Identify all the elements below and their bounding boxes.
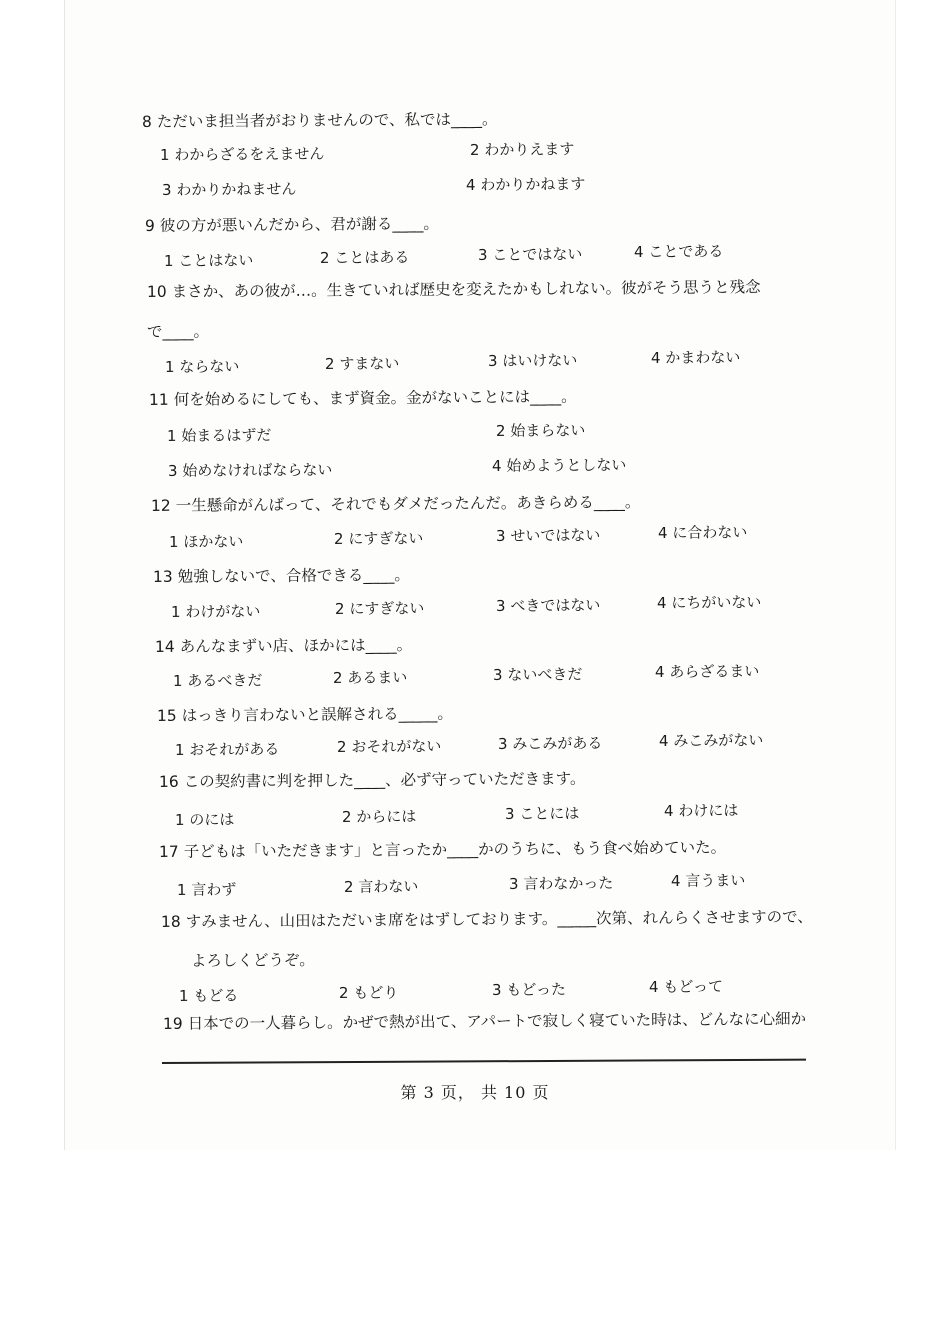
question-10-option-3: 3 はいけない — [487, 351, 578, 370]
question-12-option-1: 1 ほかない — [168, 532, 244, 551]
question-14-option-1: 1 あるべきだ — [172, 671, 263, 690]
question-11-option-4: 4 始めようとしない — [491, 455, 627, 475]
question-13-stem: 13 勉強しないで、合格できる____。 — [152, 565, 410, 586]
question-14-option-4: 4 あらざるまい — [654, 662, 760, 681]
question-10-option-2: 2 すまない — [324, 354, 400, 373]
question-11-option-1: 1 始まるはずだ — [166, 426, 272, 445]
question-15-stem: 15 はっきり言わないと誤解される_____。 — [156, 704, 453, 725]
question-13-option-4: 4 にちがいない — [656, 593, 762, 612]
page-number-label: 第 3 页， 共 10 页 — [400, 1083, 550, 1102]
question-9-option-2: 2 ことはある — [319, 248, 410, 267]
question-16-option-1: 1 のには — [174, 810, 235, 829]
question-18-option-4: 4 もどって — [648, 977, 724, 996]
question-9-stem: 9 彼の方が悪いんだから、君が謝る____。 — [144, 214, 439, 235]
question-10-option-4: 4 かまわない — [650, 348, 741, 367]
question-16-stem: 16 この契約書に判を押した____、必ず守っていただきます。 — [158, 769, 586, 791]
question-17-option-2: 2 言わない — [343, 877, 419, 896]
question-14-option-3: 3 ないべきだ — [492, 665, 583, 684]
question-12-option-3: 3 せいではない — [495, 526, 601, 545]
question-18-option-2: 2 もどり — [338, 983, 399, 1002]
question-13-option-3: 3 べきではない — [495, 596, 601, 615]
question-8-stem: 8 ただいま担当者がおりませんので、私では____。 — [141, 110, 498, 131]
question-18-option-3: 3 もどった — [491, 980, 567, 999]
question-8-option-2: 2 わかりえます — [469, 140, 575, 159]
question-13-option-1: 1 わけがない — [170, 602, 261, 621]
question-17-option-4: 4 言うまい — [670, 871, 746, 890]
question-17-option-3: 3 言わなかった — [508, 874, 614, 893]
question-14-option-2: 2 あるまい — [332, 668, 408, 687]
question-16-option-2: 2 からには — [341, 807, 417, 826]
question-10-stem: 10 まさか、あの彼が…。生きていれば歴史を変えたかもしれない。彼がそう思うと残念 — [146, 278, 761, 301]
question-15-option-2: 2 おそれがない — [336, 737, 442, 756]
question-18-option-1: 1 もどる — [178, 986, 239, 1005]
question-17-stem: 17 子どもは「いただきます」と言ったか____かのうちに、もう食べ始めていた。 — [158, 838, 727, 861]
question-17-option-1: 1 言わず — [176, 880, 237, 899]
question-16-option-4: 4 わけには — [663, 801, 739, 820]
question-13-option-2: 2 にすぎない — [334, 599, 425, 618]
question-15-option-4: 4 みこみがない — [658, 731, 764, 750]
question-9-option-1: 1 ことはない — [163, 251, 254, 270]
question-12-option-4: 4 に合わない — [657, 523, 748, 542]
question-8-option-4: 4 わかりかねます — [465, 175, 586, 194]
question-11-option-2: 2 始まらない — [495, 421, 586, 440]
question-16-option-3: 3 ことには — [504, 804, 580, 823]
question-18-stem: 18 すみません、山田はただいま席をはずしております。_____次第、れんらくさせますので、 — [160, 907, 813, 931]
question-11-stem: 11 何を始めるにしても、まず資金。金がないことには____。 — [148, 387, 577, 409]
question-12-option-2: 2 にすぎない — [333, 529, 424, 548]
question-15-option-1: 1 おそれがある — [174, 740, 280, 759]
question-11-option-3: 3 始めなければならない — [167, 460, 333, 480]
question-9-option-4: 4 ことである — [633, 242, 724, 261]
question-8-option-3: 3 わかりかねません — [161, 179, 297, 199]
question-18-stem-cont: よろしくどうぞ。 — [190, 951, 315, 970]
question-8-option-1: 1 わからざるをえません — [159, 144, 325, 164]
question-12-stem: 12 一生懸命がんばって、それでもダメだったんだ。あきらめる____。 — [150, 493, 641, 515]
question-9-option-3: 3 ことではない — [477, 245, 583, 264]
question-10-option-1: 1 ならない — [164, 357, 240, 376]
question-10-stem-cont: で____。 — [146, 322, 210, 341]
question-14-stem: 14 あんなまずい店、ほかには____。 — [154, 635, 413, 656]
question-19-stem: 19 日本での一人暮らし。かぜで熱が出て、アパートで寂しく寝ていた時は、どんなに心細か — [162, 1009, 807, 1033]
question-15-option-3: 3 みこみがある — [497, 734, 603, 753]
